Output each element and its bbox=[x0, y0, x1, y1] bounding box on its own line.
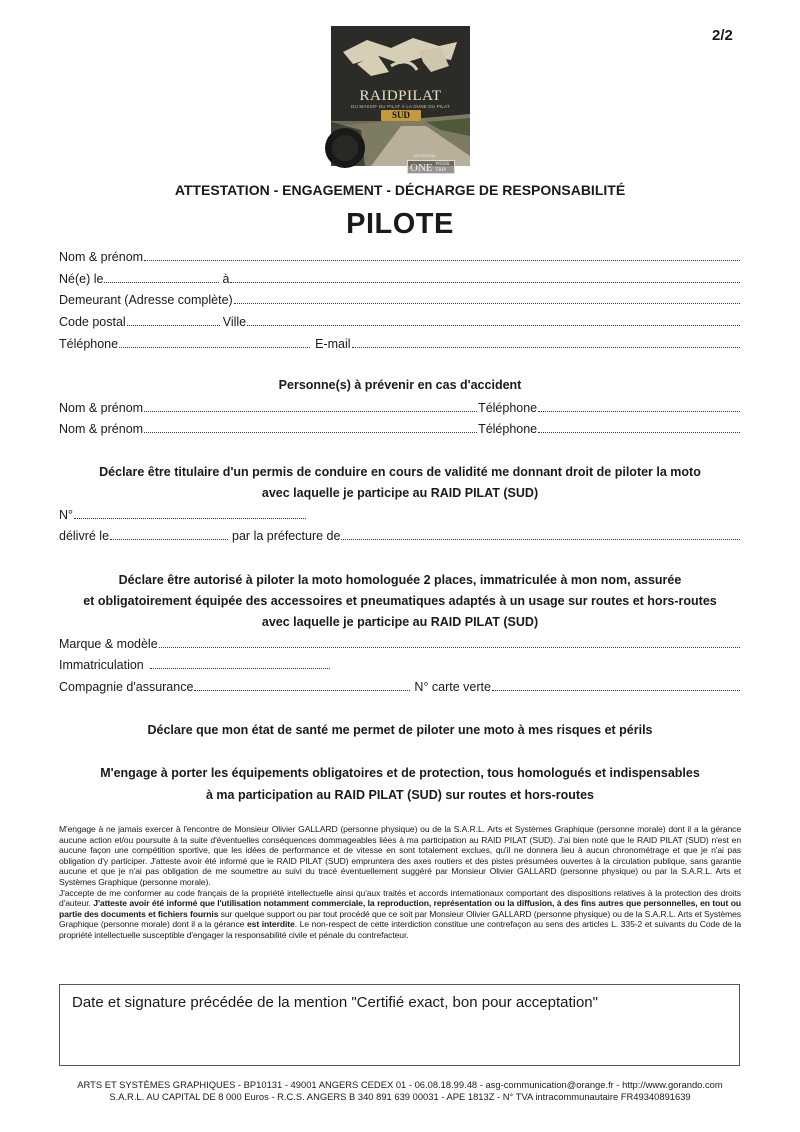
vehicle-declaration-line-1: Déclare être autorisé à piloter la moto homologuée 2 places, immatriculée à mon nom, assurée bbox=[118, 573, 682, 587]
logo-one-week-trip bbox=[407, 160, 455, 174]
vehicle-registration-line[interactable] bbox=[150, 668, 330, 669]
document-title: PILOTE bbox=[346, 208, 454, 240]
emergency-contact-1[interactable] bbox=[59, 400, 741, 416]
license-declaration-line-2: avec laquelle je participe au RAID PILAT (SUD) bbox=[261, 486, 539, 500]
document-heading: ATTESTATION - ENGAGEMENT - DÉCHARGE DE RESPONSABILITÉ bbox=[174, 182, 626, 198]
field-birth-date-line[interactable] bbox=[104, 282, 219, 283]
field-city-line[interactable] bbox=[247, 325, 740, 326]
emergency-phone-label-1: Téléphone bbox=[478, 401, 538, 415]
health-declaration: Déclare que mon état de santé me permet de piloter une moto à mes risques et périls bbox=[147, 723, 653, 737]
emergency-heading: Personne(s) à prévenir en cas d'accident bbox=[278, 378, 522, 392]
field-email-label: E-mail bbox=[315, 337, 351, 351]
field-birth-place-label: à bbox=[222, 272, 230, 286]
license-prefecture-label: par la préfecture de bbox=[232, 529, 341, 543]
field-email-line[interactable] bbox=[352, 347, 741, 348]
field-name-label: Nom & prénom bbox=[59, 250, 144, 264]
legal-p2-part-b: J'atteste avoir été informé que l'utilisation notamment commerciale, la reproduction, représentation ou la diffusion, à des fins autres que personnelles, en tout ou partie des documents et fichiers fournis bbox=[59, 898, 741, 919]
vehicle-insurance-field[interactable] bbox=[59, 679, 741, 695]
field-city-label: Ville bbox=[222, 315, 247, 329]
license-declaration-line-1: Déclare être titulaire d'un permis de conduire en cours de validité me donnant droit de piloter la moto bbox=[99, 465, 701, 479]
legal-p2-part-c: sur quelque support ou par tout procédé que ce soit par Monsieur Olivier GALLARD (personne physique) ou de la S.A.R.L. Arts et Systèmes Graphique (personne morale) dont il a la gérance bbox=[59, 908, 741, 930]
emergency-name-label-2: Nom & prénom bbox=[59, 422, 144, 436]
equipment-declaration-line-1: M'engage à porter les équipements obligatoires et de protection, tous homologués et indispensables bbox=[100, 766, 700, 780]
field-phone-label: Téléphone bbox=[59, 337, 119, 351]
license-issued-label: délivré le bbox=[59, 529, 110, 543]
emergency-name-line-1[interactable] bbox=[144, 411, 477, 412]
field-name[interactable] bbox=[59, 249, 741, 265]
field-phone-line[interactable] bbox=[119, 347, 310, 348]
footer-line-2: S.A.R.L. AU CAPITAL DE 8 000 Euros - R.C.S. ANGERS B 340 891 639 00031 - APE 1813Z - N° TVA intracommunautaire FR49340891639 bbox=[109, 1091, 691, 1102]
field-phone-email[interactable] bbox=[59, 336, 741, 352]
license-issue-field[interactable] bbox=[59, 528, 741, 544]
legal-paragraph-1: M'engage à ne jamais exercer à l'encontre de Monsieur Olivier GALLARD (personne physique) ou de la S.A.R.L. Arts et Systèmes Graphique (personne morale) dont il a la gérance aucune action et/ou poursuite à la suite d'éventuelles conséquences dommageables liées à ma participation au RAID PILAT (SUD). J'ai bien noté que le RAID PILAT (SUD) n'est en aucune façon une compétition sportive, que les idées de performance et de vitesse en sont totalement exclues, qu'il ne donnera lieu à aucun chronométrage et que je n'ai pas obligation d'y participer. J'atteste avoir été informé que le RAID PILAT (SUD) empruntera des axes routiers et des pistes présumées ouvertes à la circulation publique, sans garantie aucune et que je n'ai pas obligation de me soumettre au suivi du tracé éventuellement suggéré par Monsieur Olivier GALLARD (personne physique) ou par la S.A.R.L. Arts et Systèmes Graphique (personne morale). bbox=[59, 824, 741, 887]
signature-box[interactable] bbox=[59, 984, 740, 1066]
emergency-phone-line-1[interactable] bbox=[538, 411, 740, 412]
field-name-line[interactable] bbox=[144, 260, 740, 261]
legal-p2-part-d: est interdite bbox=[246, 919, 295, 930]
vehicle-registration-field[interactable] bbox=[59, 657, 741, 673]
field-birth-label: Né(e) le bbox=[59, 272, 104, 286]
legal-text bbox=[59, 824, 741, 941]
logo-trip-text: TRIP bbox=[435, 168, 447, 174]
vehicle-insurer-line[interactable] bbox=[194, 690, 410, 691]
vehicle-declaration-line-2: et obligatoirement équipée des accessoires et pneumatiques adaptés à un usage sur routes et hors-routes bbox=[83, 594, 717, 608]
vehicle-make-line[interactable] bbox=[159, 647, 740, 648]
legal-paragraph-2 bbox=[59, 888, 741, 941]
signature-label: Date et signature précédée de la mention "Certifié exact, bon pour acceptation" bbox=[72, 994, 598, 1011]
legal-p2-part-a: J'accepte de me conformer au code français de la propriété intellectuelle ainsi qu'aux traités et accords internationaux comportant des dispositions relatives à la protection des droits d'auteur. bbox=[59, 887, 741, 909]
vehicle-insurer-label: Compagnie d'assurance bbox=[59, 680, 194, 694]
logo-week-text: WEEK bbox=[435, 162, 450, 168]
vehicle-make-field[interactable] bbox=[59, 636, 741, 652]
field-postal-city[interactable] bbox=[59, 314, 741, 330]
license-number-label: N° bbox=[59, 508, 74, 522]
vehicle-green-card-line[interactable] bbox=[492, 690, 740, 691]
logo-collection-label: COLLECTION bbox=[413, 154, 436, 158]
license-prefecture-line[interactable] bbox=[341, 539, 740, 540]
logo-wordmark: RAIDPILAT bbox=[359, 88, 442, 104]
logo-one-text: ONE bbox=[410, 162, 433, 174]
footer-line-1: ARTS ET SYSTÈMES GRAPHIQUES - BP10131 - 49001 ANGERS CEDEX 01 - 06.08.18.99.48 - asg-communication@orange.fr - http://www.gorando.com bbox=[77, 1079, 723, 1090]
vehicle-green-card-label: N° carte verte bbox=[414, 680, 491, 694]
field-address-line[interactable] bbox=[234, 303, 740, 304]
field-address-label: Demeurant (Adresse complète) bbox=[59, 293, 233, 307]
license-issued-line[interactable] bbox=[110, 539, 228, 540]
legal-p2-part-e: . Le non-respect de cette interdiction constitue une contrefaçon au sens des articles L. 335-2 et suivants du Code de la propriété intellectuelle susceptible d'engager la responsabilité civile et pénale du contrefacteur. bbox=[59, 919, 742, 940]
raid-pilat-logo bbox=[331, 26, 470, 174]
vehicle-make-label: Marque & modèle bbox=[59, 637, 158, 651]
field-birth-place-line[interactable] bbox=[230, 282, 740, 283]
field-birth[interactable] bbox=[59, 271, 741, 287]
vehicle-registration-label: Immatriculation bbox=[59, 658, 144, 672]
logo-tagline: DU MASSIF DU PILAT À LA DUNE DU PILAT bbox=[351, 104, 450, 109]
equipment-declaration-line-2: à ma participation au RAID PILAT (SUD) sur routes et hors-routes bbox=[205, 788, 594, 802]
emergency-phone-label-2: Téléphone bbox=[478, 422, 538, 436]
emergency-name-label-1: Nom & prénom bbox=[59, 401, 144, 415]
logo-sud-badge: SUD bbox=[381, 110, 421, 121]
emergency-phone-line-2[interactable] bbox=[538, 432, 740, 433]
field-address[interactable] bbox=[59, 292, 741, 308]
page-number: 2/2 bbox=[712, 27, 733, 44]
field-postal-label: Code postal bbox=[59, 315, 126, 329]
emergency-contact-2[interactable] bbox=[59, 421, 741, 437]
emergency-name-line-2[interactable] bbox=[144, 432, 477, 433]
field-postal-line[interactable] bbox=[127, 325, 220, 326]
license-number-line[interactable] bbox=[74, 518, 306, 519]
license-number-field[interactable] bbox=[59, 507, 741, 523]
vehicle-declaration-line-3: avec laquelle je participe au RAID PILAT (SUD) bbox=[261, 615, 539, 629]
